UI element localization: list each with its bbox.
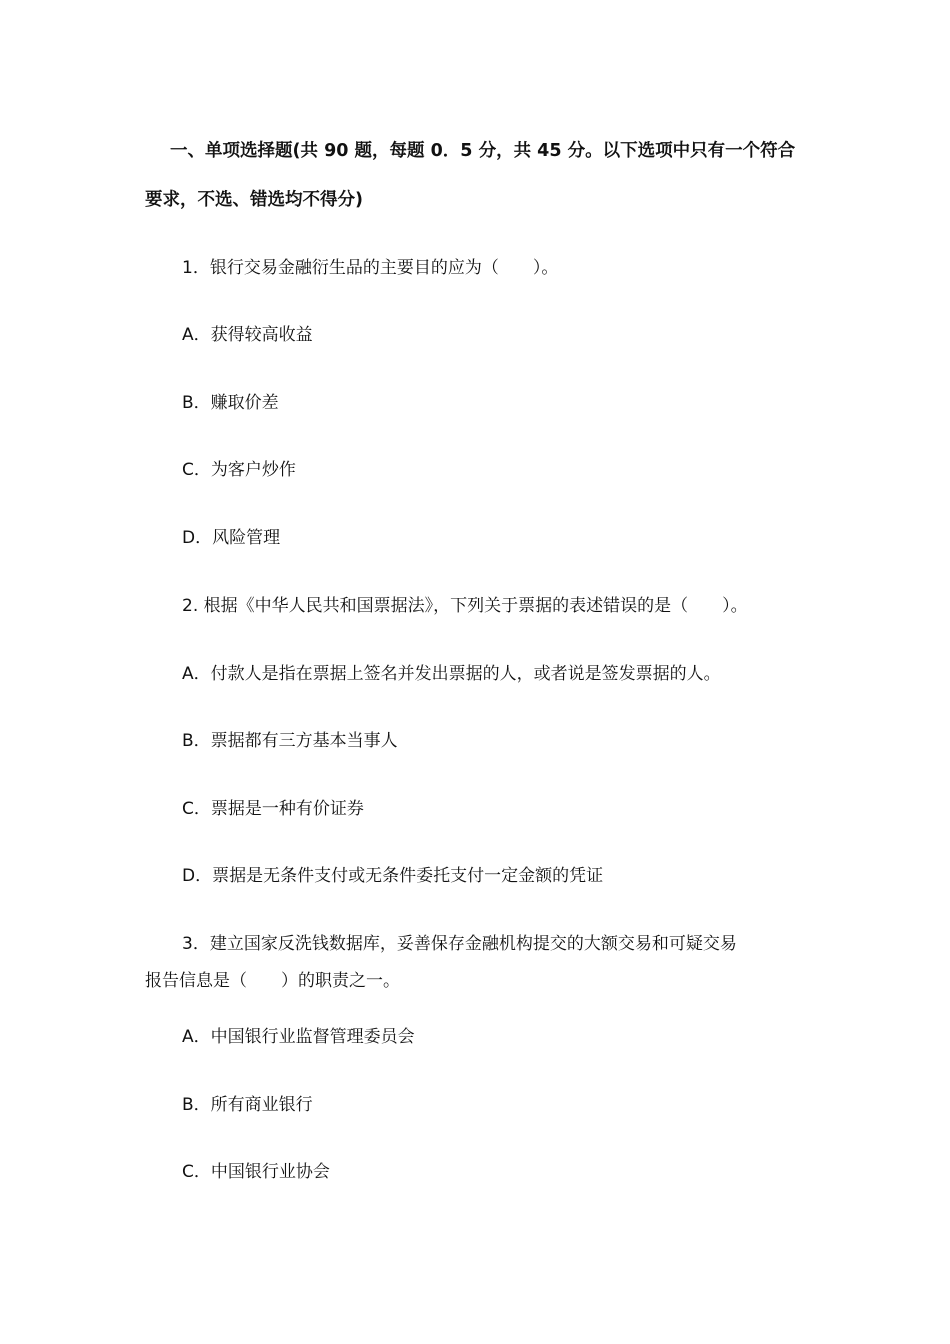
question-2-stem: 2. 根据《中华人民共和国票据法》，下列关于票据的表述错误的是（ ）。 <box>182 596 748 616</box>
section-heading-line-2: 要求，不选、错选均不得分) <box>145 190 363 210</box>
question-1-option-c: C．为客户炒作 <box>182 460 296 480</box>
question-1-option-a: A．获得较高收益 <box>182 325 313 345</box>
question-3-option-a: A．中国银行业监督管理委员会 <box>182 1027 415 1047</box>
section-heading-line-1: 一、单项选择题(共 90 题，每题 0．5 分，共 45 分。以下选项中只有一个符合 <box>170 141 796 161</box>
question-3-option-c: C．中国银行业协会 <box>182 1162 330 1182</box>
question-2-option-b: B．票据都有三方基本当事人 <box>182 731 398 751</box>
question-1-option-b: B．赚取价差 <box>182 393 279 413</box>
question-2-option-c: C．票据是一种有价证券 <box>182 799 364 819</box>
question-2-option-d: D．票据是无条件支付或无条件委托支付一定金额的凭证 <box>182 866 604 886</box>
question-3-option-b: B．所有商业银行 <box>182 1095 313 1115</box>
question-1-option-d: D．风险管理 <box>182 528 281 548</box>
question-1-stem: 1．银行交易金融衍生品的主要目的应为（ ）。 <box>182 258 559 278</box>
question-3-stem-line-1: 3．建立国家反洗钱数据库，妥善保存金融机构提交的大额交易和可疑交易 <box>182 934 737 954</box>
question-2-option-a: A．付款人是指在票据上签名并发出票据的人，或者说是签发票据的人。 <box>182 664 721 684</box>
question-3-stem-line-2: 报告信息是（ ）的职责之一。 <box>145 971 400 991</box>
